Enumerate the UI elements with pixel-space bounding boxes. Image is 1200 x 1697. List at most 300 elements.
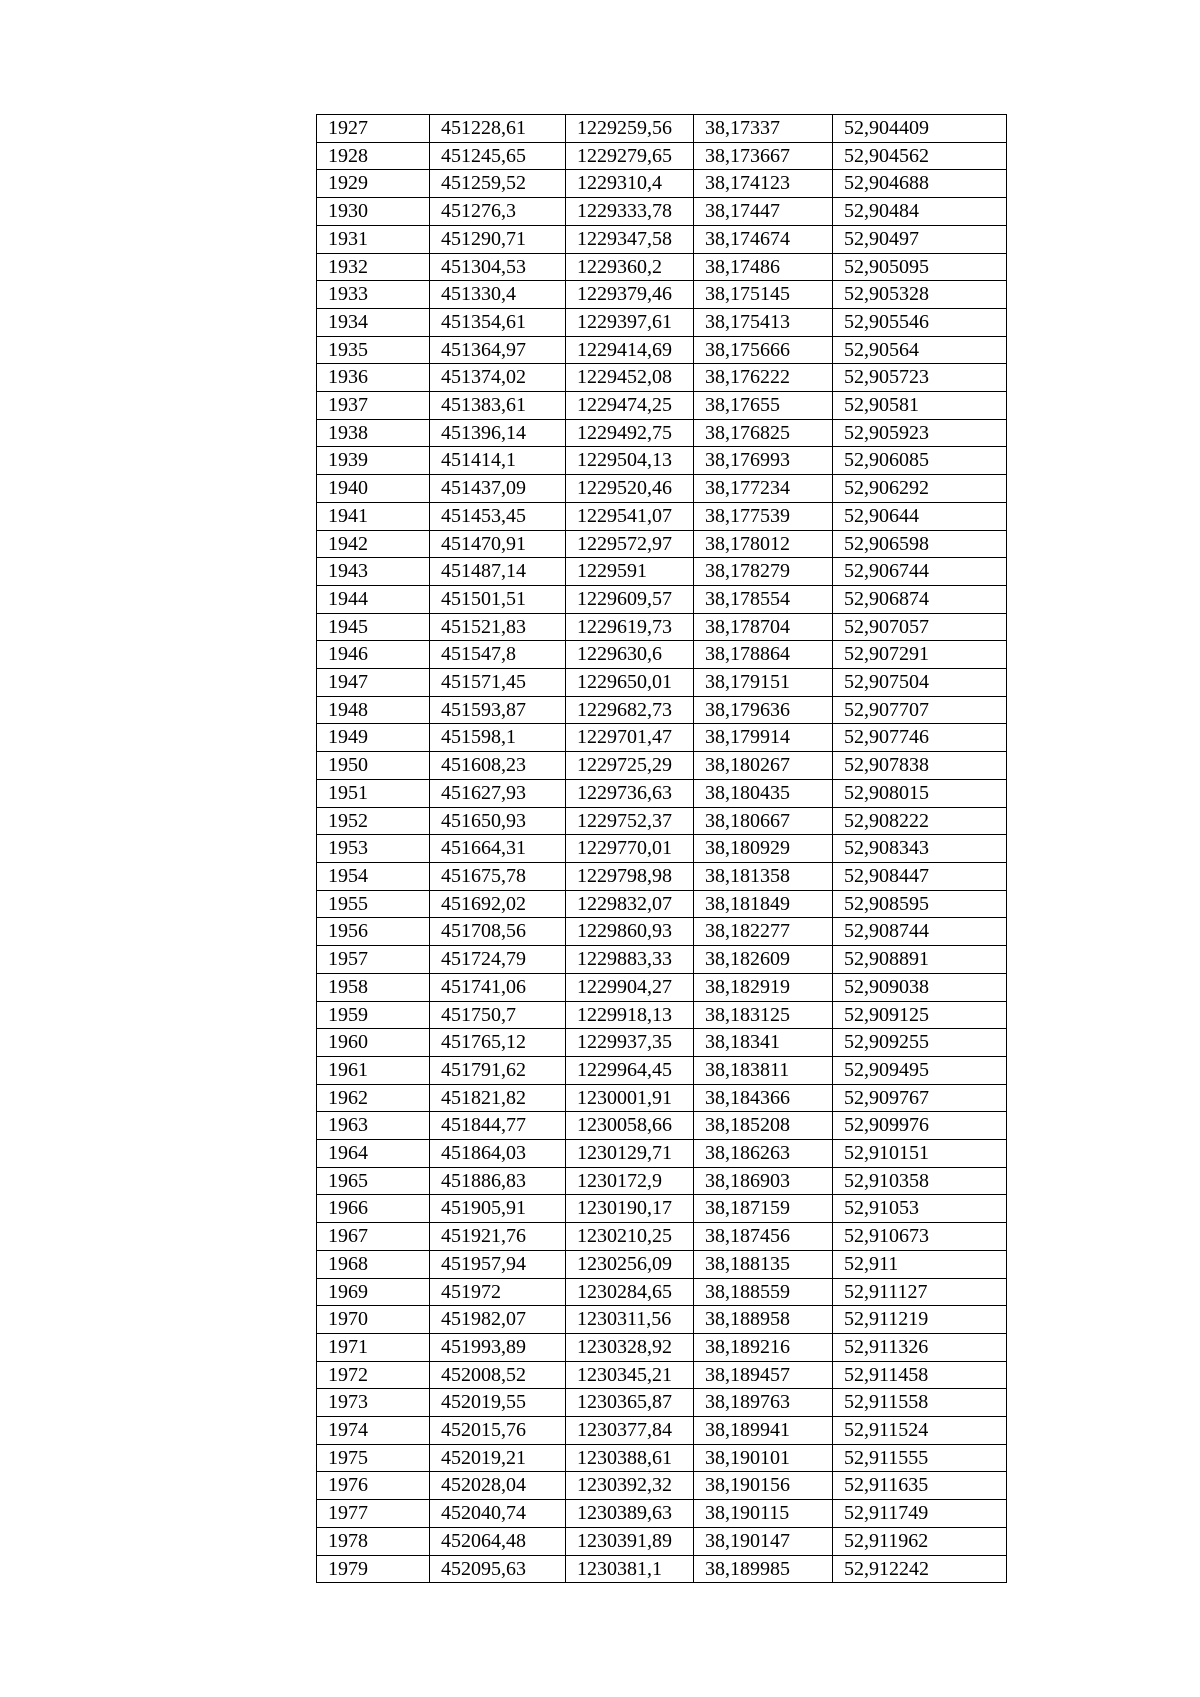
point-number-cell: 1963 <box>317 1112 430 1140</box>
y-coordinate-cell: 1229474,25 <box>566 392 694 420</box>
table-row <box>317 585 1007 613</box>
table-row <box>317 779 1007 807</box>
longitude-cell: 38,180435 <box>694 779 833 807</box>
coordinates-table <box>316 114 1007 1583</box>
y-coordinate-cell: 1229770,01 <box>566 835 694 863</box>
x-coordinate-cell: 452028,04 <box>430 1472 566 1500</box>
y-coordinate-cell: 1229310,4 <box>566 170 694 198</box>
x-coordinate-cell: 451290,71 <box>430 225 566 253</box>
longitude-cell: 38,17337 <box>694 115 833 143</box>
x-coordinate-cell: 451228,61 <box>430 115 566 143</box>
x-coordinate-cell: 451741,06 <box>430 973 566 1001</box>
point-number-cell: 1978 <box>317 1527 430 1555</box>
point-number-cell: 1947 <box>317 669 430 697</box>
latitude-cell: 52,904688 <box>833 170 1007 198</box>
x-coordinate-cell: 451627,93 <box>430 779 566 807</box>
point-number-cell: 1945 <box>317 613 430 641</box>
y-coordinate-cell: 1230284,65 <box>566 1278 694 1306</box>
table-row <box>317 419 1007 447</box>
longitude-cell: 38,181849 <box>694 890 833 918</box>
latitude-cell: 52,90497 <box>833 225 1007 253</box>
table-row <box>317 1306 1007 1334</box>
latitude-cell: 52,911749 <box>833 1500 1007 1528</box>
point-number-cell: 1968 <box>317 1250 430 1278</box>
x-coordinate-cell: 451921,76 <box>430 1223 566 1251</box>
x-coordinate-cell: 451650,93 <box>430 807 566 835</box>
point-number-cell: 1948 <box>317 696 430 724</box>
y-coordinate-cell: 1229572,97 <box>566 530 694 558</box>
point-number-cell: 1955 <box>317 890 430 918</box>
table-row <box>317 918 1007 946</box>
y-coordinate-cell: 1230311,56 <box>566 1306 694 1334</box>
latitude-cell: 52,912242 <box>833 1555 1007 1583</box>
latitude-cell: 52,908222 <box>833 807 1007 835</box>
x-coordinate-cell: 451675,78 <box>430 862 566 890</box>
longitude-cell: 38,190147 <box>694 1527 833 1555</box>
longitude-cell: 38,176222 <box>694 364 833 392</box>
table-row <box>317 336 1007 364</box>
latitude-cell: 52,910151 <box>833 1140 1007 1168</box>
point-number-cell: 1960 <box>317 1029 430 1057</box>
latitude-cell: 52,909255 <box>833 1029 1007 1057</box>
latitude-cell: 52,906085 <box>833 447 1007 475</box>
point-number-cell: 1975 <box>317 1444 430 1472</box>
table-row <box>317 1555 1007 1583</box>
x-coordinate-cell: 451608,23 <box>430 752 566 780</box>
y-coordinate-cell: 1229347,58 <box>566 225 694 253</box>
longitude-cell: 38,175413 <box>694 308 833 336</box>
table-row <box>317 558 1007 586</box>
latitude-cell: 52,908447 <box>833 862 1007 890</box>
x-coordinate-cell: 451470,91 <box>430 530 566 558</box>
longitude-cell: 38,175666 <box>694 336 833 364</box>
longitude-cell: 38,176825 <box>694 419 833 447</box>
y-coordinate-cell: 1229414,69 <box>566 336 694 364</box>
point-number-cell: 1927 <box>317 115 430 143</box>
latitude-cell: 52,905723 <box>833 364 1007 392</box>
longitude-cell: 38,184366 <box>694 1084 833 1112</box>
y-coordinate-cell: 1230190,17 <box>566 1195 694 1223</box>
latitude-cell: 52,909976 <box>833 1112 1007 1140</box>
table-row <box>317 946 1007 974</box>
point-number-cell: 1946 <box>317 641 430 669</box>
longitude-cell: 38,188559 <box>694 1278 833 1306</box>
table-row <box>317 475 1007 503</box>
y-coordinate-cell: 1229682,73 <box>566 696 694 724</box>
x-coordinate-cell: 451487,14 <box>430 558 566 586</box>
point-number-cell: 1969 <box>317 1278 430 1306</box>
longitude-cell: 38,174674 <box>694 225 833 253</box>
latitude-cell: 52,911962 <box>833 1527 1007 1555</box>
point-number-cell: 1938 <box>317 419 430 447</box>
y-coordinate-cell: 1230392,32 <box>566 1472 694 1500</box>
latitude-cell: 52,904409 <box>833 115 1007 143</box>
point-number-cell: 1939 <box>317 447 430 475</box>
y-coordinate-cell: 1230381,1 <box>566 1555 694 1583</box>
x-coordinate-cell: 451972 <box>430 1278 566 1306</box>
y-coordinate-cell: 1229883,33 <box>566 946 694 974</box>
y-coordinate-cell: 1229904,27 <box>566 973 694 1001</box>
latitude-cell: 52,905546 <box>833 308 1007 336</box>
y-coordinate-cell: 1230172,9 <box>566 1167 694 1195</box>
longitude-cell: 38,190101 <box>694 1444 833 1472</box>
x-coordinate-cell: 451396,14 <box>430 419 566 447</box>
x-coordinate-cell: 452008,52 <box>430 1361 566 1389</box>
point-number-cell: 1940 <box>317 475 430 503</box>
x-coordinate-cell: 451708,56 <box>430 918 566 946</box>
point-number-cell: 1964 <box>317 1140 430 1168</box>
point-number-cell: 1956 <box>317 918 430 946</box>
table-row <box>317 752 1007 780</box>
longitude-cell: 38,179636 <box>694 696 833 724</box>
y-coordinate-cell: 1229279,65 <box>566 142 694 170</box>
table-row <box>317 1527 1007 1555</box>
longitude-cell: 38,177234 <box>694 475 833 503</box>
longitude-cell: 38,178554 <box>694 585 833 613</box>
latitude-cell: 52,906292 <box>833 475 1007 503</box>
y-coordinate-cell: 1229619,73 <box>566 613 694 641</box>
x-coordinate-cell: 452095,63 <box>430 1555 566 1583</box>
y-coordinate-cell: 1229504,13 <box>566 447 694 475</box>
latitude-cell: 52,91053 <box>833 1195 1007 1223</box>
x-coordinate-cell: 451330,4 <box>430 281 566 309</box>
y-coordinate-cell: 1229798,98 <box>566 862 694 890</box>
point-number-cell: 1936 <box>317 364 430 392</box>
x-coordinate-cell: 452019,55 <box>430 1389 566 1417</box>
point-number-cell: 1941 <box>317 502 430 530</box>
latitude-cell: 52,907707 <box>833 696 1007 724</box>
y-coordinate-cell: 1230365,87 <box>566 1389 694 1417</box>
latitude-cell: 52,905923 <box>833 419 1007 447</box>
y-coordinate-cell: 1229650,01 <box>566 669 694 697</box>
y-coordinate-cell: 1229360,2 <box>566 253 694 281</box>
point-number-cell: 1934 <box>317 308 430 336</box>
point-number-cell: 1928 <box>317 142 430 170</box>
table-row <box>317 1361 1007 1389</box>
longitude-cell: 38,17486 <box>694 253 833 281</box>
longitude-cell: 38,174123 <box>694 170 833 198</box>
table-row <box>317 1112 1007 1140</box>
longitude-cell: 38,178012 <box>694 530 833 558</box>
point-number-cell: 1944 <box>317 585 430 613</box>
latitude-cell: 52,90564 <box>833 336 1007 364</box>
longitude-cell: 38,189216 <box>694 1333 833 1361</box>
longitude-cell: 38,173667 <box>694 142 833 170</box>
latitude-cell: 52,911127 <box>833 1278 1007 1306</box>
point-number-cell: 1953 <box>317 835 430 863</box>
table-row <box>317 1084 1007 1112</box>
y-coordinate-cell: 1230388,61 <box>566 1444 694 1472</box>
x-coordinate-cell: 451437,09 <box>430 475 566 503</box>
table-row <box>317 225 1007 253</box>
latitude-cell: 52,90644 <box>833 502 1007 530</box>
x-coordinate-cell: 452040,74 <box>430 1500 566 1528</box>
table-row <box>317 364 1007 392</box>
y-coordinate-cell: 1230377,84 <box>566 1417 694 1445</box>
x-coordinate-cell: 451750,7 <box>430 1001 566 1029</box>
x-coordinate-cell: 451571,45 <box>430 669 566 697</box>
table-row <box>317 1472 1007 1500</box>
y-coordinate-cell: 1229379,46 <box>566 281 694 309</box>
x-coordinate-cell: 451821,82 <box>430 1084 566 1112</box>
latitude-cell: 52,911558 <box>833 1389 1007 1417</box>
longitude-cell: 38,189985 <box>694 1555 833 1583</box>
table-row <box>317 281 1007 309</box>
x-coordinate-cell: 451765,12 <box>430 1029 566 1057</box>
longitude-cell: 38,187456 <box>694 1223 833 1251</box>
y-coordinate-cell: 1229630,6 <box>566 641 694 669</box>
table-row <box>317 1278 1007 1306</box>
longitude-cell: 38,186263 <box>694 1140 833 1168</box>
point-number-cell: 1965 <box>317 1167 430 1195</box>
y-coordinate-cell: 1229752,37 <box>566 807 694 835</box>
table-row <box>317 696 1007 724</box>
y-coordinate-cell: 1229259,56 <box>566 115 694 143</box>
point-number-cell: 1970 <box>317 1306 430 1334</box>
y-coordinate-cell: 1230345,21 <box>566 1361 694 1389</box>
y-coordinate-cell: 1229918,13 <box>566 1001 694 1029</box>
table-row <box>317 835 1007 863</box>
point-number-cell: 1937 <box>317 392 430 420</box>
point-number-cell: 1977 <box>317 1500 430 1528</box>
x-coordinate-cell: 452019,21 <box>430 1444 566 1472</box>
longitude-cell: 38,188958 <box>694 1306 833 1334</box>
latitude-cell: 52,911635 <box>833 1472 1007 1500</box>
table-row <box>317 1195 1007 1223</box>
latitude-cell: 52,907504 <box>833 669 1007 697</box>
table-row <box>317 890 1007 918</box>
point-number-cell: 1974 <box>317 1417 430 1445</box>
point-number-cell: 1929 <box>317 170 430 198</box>
x-coordinate-cell: 451364,97 <box>430 336 566 364</box>
table-row <box>317 1223 1007 1251</box>
point-number-cell: 1959 <box>317 1001 430 1029</box>
longitude-cell: 38,180929 <box>694 835 833 863</box>
latitude-cell: 52,904562 <box>833 142 1007 170</box>
point-number-cell: 1957 <box>317 946 430 974</box>
latitude-cell: 52,906598 <box>833 530 1007 558</box>
longitude-cell: 38,189941 <box>694 1417 833 1445</box>
longitude-cell: 38,178279 <box>694 558 833 586</box>
latitude-cell: 52,908744 <box>833 918 1007 946</box>
latitude-cell: 52,911 <box>833 1250 1007 1278</box>
longitude-cell: 38,183811 <box>694 1056 833 1084</box>
x-coordinate-cell: 451957,94 <box>430 1250 566 1278</box>
longitude-cell: 38,182919 <box>694 973 833 1001</box>
latitude-cell: 52,905095 <box>833 253 1007 281</box>
point-number-cell: 1972 <box>317 1361 430 1389</box>
point-number-cell: 1935 <box>317 336 430 364</box>
longitude-cell: 38,190115 <box>694 1500 833 1528</box>
point-number-cell: 1949 <box>317 724 430 752</box>
x-coordinate-cell: 451692,02 <box>430 890 566 918</box>
x-coordinate-cell: 452015,76 <box>430 1417 566 1445</box>
longitude-cell: 38,190156 <box>694 1472 833 1500</box>
y-coordinate-cell: 1229736,63 <box>566 779 694 807</box>
latitude-cell: 52,909767 <box>833 1084 1007 1112</box>
y-coordinate-cell: 1229832,07 <box>566 890 694 918</box>
x-coordinate-cell: 451453,45 <box>430 502 566 530</box>
latitude-cell: 52,911458 <box>833 1361 1007 1389</box>
y-coordinate-cell: 1229609,57 <box>566 585 694 613</box>
x-coordinate-cell: 451982,07 <box>430 1306 566 1334</box>
longitude-cell: 38,175145 <box>694 281 833 309</box>
point-number-cell: 1962 <box>317 1084 430 1112</box>
x-coordinate-cell: 451993,89 <box>430 1333 566 1361</box>
table-row <box>317 530 1007 558</box>
latitude-cell: 52,906874 <box>833 585 1007 613</box>
longitude-cell: 38,188135 <box>694 1250 833 1278</box>
y-coordinate-cell: 1230328,92 <box>566 1333 694 1361</box>
table-row <box>317 724 1007 752</box>
x-coordinate-cell: 451374,02 <box>430 364 566 392</box>
latitude-cell: 52,911219 <box>833 1306 1007 1334</box>
latitude-cell: 52,911524 <box>833 1417 1007 1445</box>
table-body <box>317 115 1007 1583</box>
x-coordinate-cell: 451501,51 <box>430 585 566 613</box>
x-coordinate-cell: 451521,83 <box>430 613 566 641</box>
point-number-cell: 1973 <box>317 1389 430 1417</box>
table-row <box>317 447 1007 475</box>
x-coordinate-cell: 451304,53 <box>430 253 566 281</box>
longitude-cell: 38,185208 <box>694 1112 833 1140</box>
point-number-cell: 1958 <box>317 973 430 1001</box>
latitude-cell: 52,905328 <box>833 281 1007 309</box>
table-row <box>317 1333 1007 1361</box>
y-coordinate-cell: 1229452,08 <box>566 364 694 392</box>
table-row <box>317 1167 1007 1195</box>
longitude-cell: 38,177539 <box>694 502 833 530</box>
point-number-cell: 1971 <box>317 1333 430 1361</box>
table-row <box>317 862 1007 890</box>
y-coordinate-cell: 1229964,45 <box>566 1056 694 1084</box>
y-coordinate-cell: 1229333,78 <box>566 198 694 226</box>
table-row <box>317 1001 1007 1029</box>
longitude-cell: 38,179151 <box>694 669 833 697</box>
longitude-cell: 38,187159 <box>694 1195 833 1223</box>
longitude-cell: 38,178864 <box>694 641 833 669</box>
x-coordinate-cell: 451864,03 <box>430 1140 566 1168</box>
table-row <box>317 502 1007 530</box>
table-row <box>317 1250 1007 1278</box>
point-number-cell: 1942 <box>317 530 430 558</box>
longitude-cell: 38,183125 <box>694 1001 833 1029</box>
point-number-cell: 1950 <box>317 752 430 780</box>
longitude-cell: 38,17447 <box>694 198 833 226</box>
latitude-cell: 52,907746 <box>833 724 1007 752</box>
latitude-cell: 52,910673 <box>833 1223 1007 1251</box>
longitude-cell: 38,176993 <box>694 447 833 475</box>
latitude-cell: 52,906744 <box>833 558 1007 586</box>
x-coordinate-cell: 451664,31 <box>430 835 566 863</box>
table-row <box>317 973 1007 1001</box>
latitude-cell: 52,909038 <box>833 973 1007 1001</box>
point-number-cell: 1967 <box>317 1223 430 1251</box>
y-coordinate-cell: 1229492,75 <box>566 419 694 447</box>
longitude-cell: 38,178704 <box>694 613 833 641</box>
latitude-cell: 52,908015 <box>833 779 1007 807</box>
table-row <box>317 1417 1007 1445</box>
longitude-cell: 38,17655 <box>694 392 833 420</box>
y-coordinate-cell: 1229541,07 <box>566 502 694 530</box>
table-row <box>317 1029 1007 1057</box>
point-number-cell: 1961 <box>317 1056 430 1084</box>
latitude-cell: 52,907057 <box>833 613 1007 641</box>
table-row <box>317 807 1007 835</box>
y-coordinate-cell: 1230001,91 <box>566 1084 694 1112</box>
table-row <box>317 253 1007 281</box>
table-row <box>317 1389 1007 1417</box>
latitude-cell: 52,910358 <box>833 1167 1007 1195</box>
table-row <box>317 1444 1007 1472</box>
longitude-cell: 38,18341 <box>694 1029 833 1057</box>
point-number-cell: 1931 <box>317 225 430 253</box>
point-number-cell: 1943 <box>317 558 430 586</box>
table-row <box>317 669 1007 697</box>
table-row <box>317 170 1007 198</box>
table-row <box>317 1140 1007 1168</box>
y-coordinate-cell: 1230129,71 <box>566 1140 694 1168</box>
x-coordinate-cell: 451547,8 <box>430 641 566 669</box>
y-coordinate-cell: 1229860,93 <box>566 918 694 946</box>
y-coordinate-cell: 1229520,46 <box>566 475 694 503</box>
x-coordinate-cell: 451245,65 <box>430 142 566 170</box>
x-coordinate-cell: 451791,62 <box>430 1056 566 1084</box>
longitude-cell: 38,180267 <box>694 752 833 780</box>
x-coordinate-cell: 451593,87 <box>430 696 566 724</box>
x-coordinate-cell: 451905,91 <box>430 1195 566 1223</box>
y-coordinate-cell: 1229701,47 <box>566 724 694 752</box>
longitude-cell: 38,180667 <box>694 807 833 835</box>
y-coordinate-cell: 1229937,35 <box>566 1029 694 1057</box>
table-row <box>317 142 1007 170</box>
latitude-cell: 52,90581 <box>833 392 1007 420</box>
y-coordinate-cell: 1229397,61 <box>566 308 694 336</box>
y-coordinate-cell: 1230210,25 <box>566 1223 694 1251</box>
x-coordinate-cell: 451354,61 <box>430 308 566 336</box>
y-coordinate-cell: 1230389,63 <box>566 1500 694 1528</box>
longitude-cell: 38,189457 <box>694 1361 833 1389</box>
latitude-cell: 52,909495 <box>833 1056 1007 1084</box>
y-coordinate-cell: 1230256,09 <box>566 1250 694 1278</box>
longitude-cell: 38,186903 <box>694 1167 833 1195</box>
x-coordinate-cell: 451276,3 <box>430 198 566 226</box>
y-coordinate-cell: 1230391,89 <box>566 1527 694 1555</box>
table-row <box>317 1500 1007 1528</box>
x-coordinate-cell: 451598,1 <box>430 724 566 752</box>
longitude-cell: 38,189763 <box>694 1389 833 1417</box>
longitude-cell: 38,179914 <box>694 724 833 752</box>
longitude-cell: 38,181358 <box>694 862 833 890</box>
x-coordinate-cell: 451886,83 <box>430 1167 566 1195</box>
point-number-cell: 1933 <box>317 281 430 309</box>
point-number-cell: 1951 <box>317 779 430 807</box>
y-coordinate-cell: 1230058,66 <box>566 1112 694 1140</box>
point-number-cell: 1976 <box>317 1472 430 1500</box>
point-number-cell: 1952 <box>317 807 430 835</box>
x-coordinate-cell: 451844,77 <box>430 1112 566 1140</box>
x-coordinate-cell: 451259,52 <box>430 170 566 198</box>
x-coordinate-cell: 451724,79 <box>430 946 566 974</box>
latitude-cell: 52,911555 <box>833 1444 1007 1472</box>
latitude-cell: 52,908343 <box>833 835 1007 863</box>
longitude-cell: 38,182277 <box>694 918 833 946</box>
point-number-cell: 1979 <box>317 1555 430 1583</box>
x-coordinate-cell: 452064,48 <box>430 1527 566 1555</box>
latitude-cell: 52,911326 <box>833 1333 1007 1361</box>
point-number-cell: 1954 <box>317 862 430 890</box>
table-row <box>317 115 1007 143</box>
